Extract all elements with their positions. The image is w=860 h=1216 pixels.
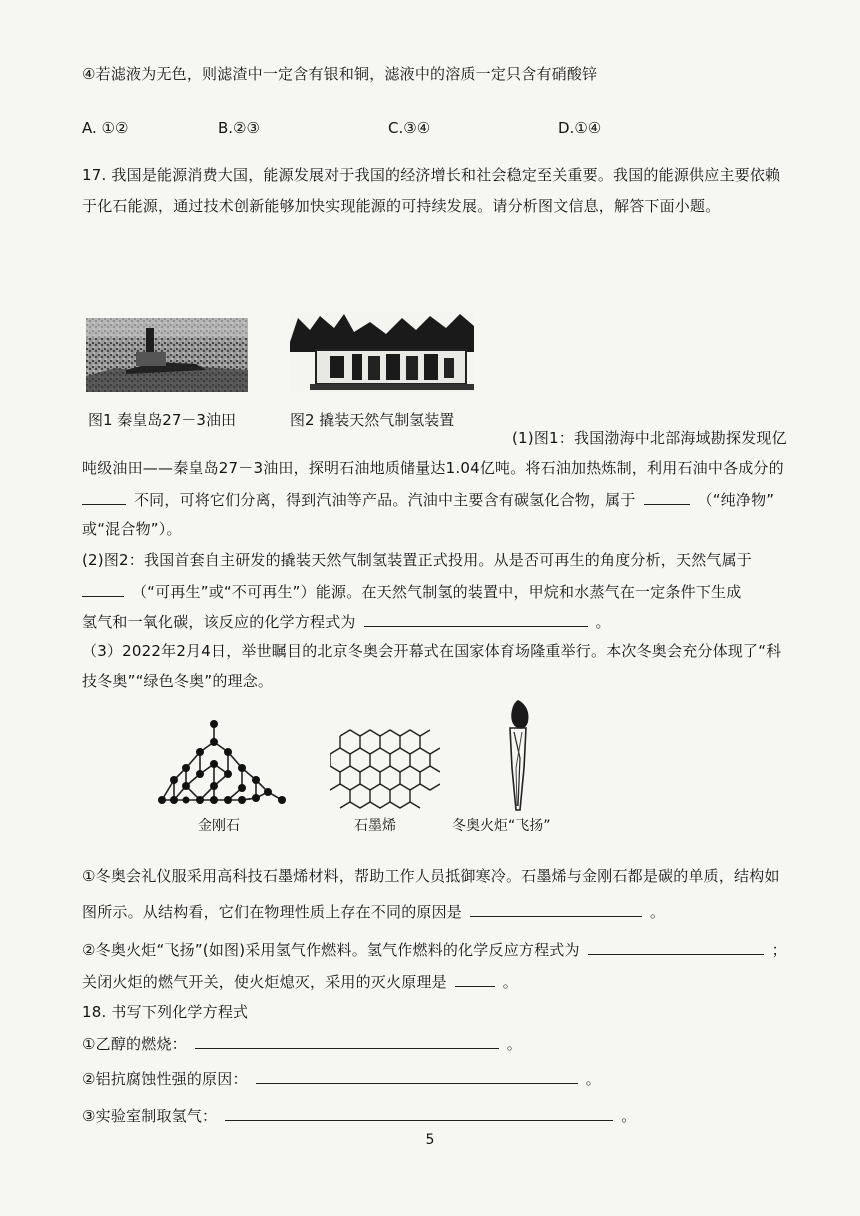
q17-p2-line3 [82,611,611,632]
q17-p1-line3-text: 不同，可将它们分离，得到汽油等产品。汽油中主要含有碳氢化合物，属于 [133,491,636,509]
fig-diamond-caption: 金刚石 [198,818,240,834]
q17-s2-line2 [82,971,518,992]
q18-item2-end: 。 [585,1070,601,1088]
q17-p3-line1: （3）2022年2月4日，举世瞩目的北京冬奥会开幕式在国家体育场隆重举行。本次冬奥会充分体现了“科 [82,642,782,660]
olympic-torch-figure [500,698,536,814]
page-number: 5 [425,1132,435,1148]
q17-p3-line2: 技冬奥”“绿色冬奥”的理念。 [82,672,274,690]
answer-blank[interactable] [588,939,764,955]
answer-blank[interactable] [644,489,690,505]
q17-s1-line1: ①冬奥会礼仪服采用高科技石墨烯材料，帮助工作人员抵御寒冷。石墨烯与金刚石都是碳的单质，结构如 [82,867,780,885]
answer-blank[interactable] [364,611,588,627]
q17-p1-line2: 吨级油田——秦皇岛27－3油田，探明石油地质储量达1.04亿吨。将石油加热炼制，利用石油中各成分的 [82,459,784,477]
q17-p2-line1: (2)图2：我国首套自主研发的撬装天然气制氢装置正式投用。从是否可再生的角度分析，天然气属于 [82,551,752,569]
graphene-structure-figure [330,728,440,812]
q17-intro-line1: 17. 我国是能源消费大国，能源发展对于我国的经济增长和社会稳定至关重要。我国的能源供应主要依赖 [82,166,781,184]
q17-p1-line3 [82,489,774,510]
answer-blank[interactable] [82,581,124,597]
option-d: D.①④ [558,119,602,137]
q17-s2-line1 [82,939,787,960]
answer-blank[interactable] [470,901,642,917]
q17-p2-line3-text: 氢气和一氧化碳，该反应的化学方程式为 [82,613,356,631]
fig2-caption: 图2 撬装天然气制氢装置 [290,411,455,429]
q18-item3-text: ③实验室制取氢气： [82,1107,218,1125]
option-b: B.②③ [218,119,260,137]
q18-title: 18. 书写下列化学方程式 [82,1003,249,1021]
q18-item1-text: ①乙醇的燃烧： [82,1035,187,1053]
q18-item2 [82,1068,601,1089]
answer-blank[interactable] [82,489,126,505]
q17-s2-line2-end: 。 [502,973,518,991]
fig-graphene-caption: 石墨烯 [354,818,396,834]
answer-blank[interactable] [225,1105,613,1121]
option-a: A. ①② [82,119,129,137]
q17-p1-line1: (1)图1：我国渤海中北部海域勘探发现亿 [512,429,787,447]
oil-field-photo [86,318,248,392]
q17-s2-line2-text: 关闭火炬的燃气开关，使火炬熄灭，采用的灭火原理是 [82,973,447,991]
answer-blank[interactable] [455,971,495,987]
q18-item2-text: ②铝抗腐蚀性强的原因： [82,1070,248,1088]
q17-s2-line1-end: ； [771,941,787,959]
q18-item1-end: 。 [506,1035,522,1053]
q17-p1-line3-text-b: （“纯净物” [697,491,775,509]
q17-p2-line3-end: 。 [595,613,611,631]
diamond-structure-figure [156,718,288,810]
q18-item3-end: 。 [621,1107,637,1125]
q16-item4: ④若滤液为无色，则滤渣中一定含有银和铜，滤液中的溶质一定只含有硝酸锌 [82,65,598,83]
q17-p2-line2 [82,581,741,602]
q17-s1-end: 。 [649,903,666,921]
q17-intro-line2: 于化石能源，通过技术创新能够加快实现能源的可持续发展。请分析图文信息，解答下面小题。 [82,197,721,215]
q18-item1 [82,1033,522,1054]
q17-s1-line2-text: 图所示。从结构看，它们在物理性质上存在不同的原因是 [82,903,463,921]
q17-p1-line4: 或“混合物”）。 [82,520,182,538]
q17-s1-line2 [82,901,665,922]
option-c: C.③④ [388,119,431,137]
fig-torch-caption: 冬奥火炬“飞扬” [452,818,551,834]
q18-item3 [82,1105,636,1126]
q17-p2-line2-text: （“可再生”或“不可再生”）能源。在天然气制氢的装置中，甲烷和水蒸气在一定条件下生成 [131,583,742,601]
q17-s2-line1-text: ②冬奥火炬“飞扬”(如图)采用氢气作燃料。氢气作燃料的化学反应方程式为 [82,941,580,959]
answer-blank[interactable] [195,1033,499,1049]
answer-blank[interactable] [256,1068,578,1084]
fig1-caption: 图1 秦皇岛27－3油田 [88,411,236,429]
hydrogen-device-photo [290,312,474,392]
